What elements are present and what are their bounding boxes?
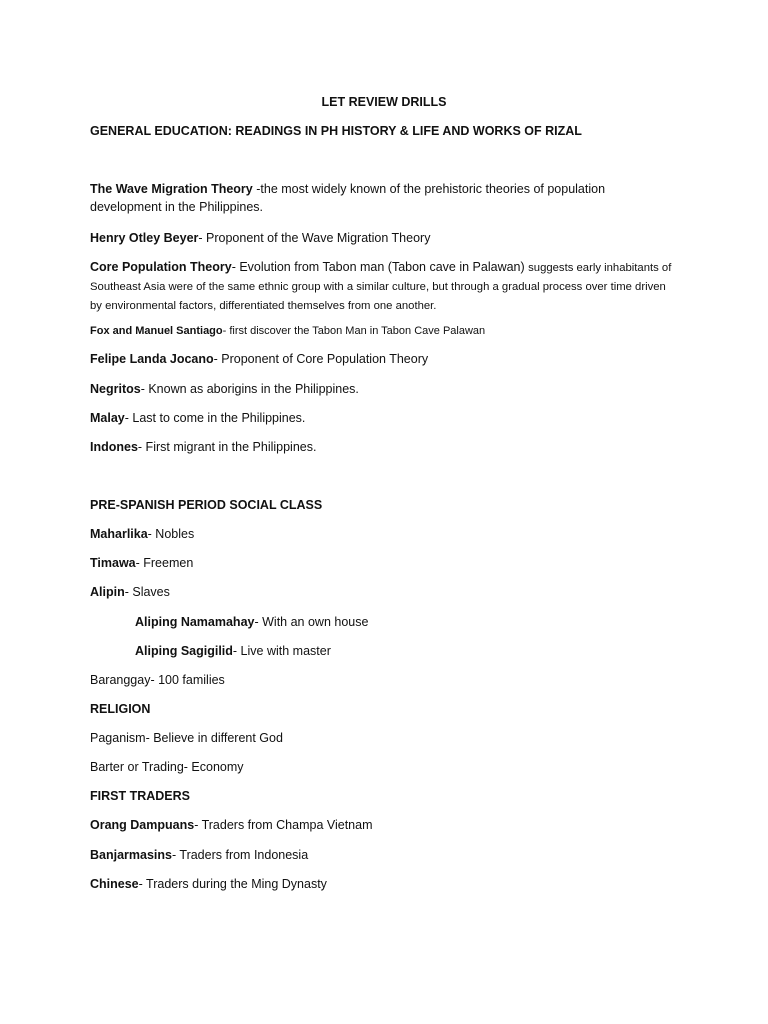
entry-malay: Malay- Last to come in the Philippines. (90, 411, 306, 425)
entry-indones: Indones- First migrant in the Philippines. (90, 440, 317, 454)
entry-wave-migration: The Wave Migration Theory -the most widely known of the prehistoric theories of population development in the Philippines. (90, 182, 606, 214)
class-timawa: Timawa- Freemen (90, 556, 194, 570)
social-class-heading: PRE-SPANISH PERIOD SOCIAL CLASS (90, 498, 323, 512)
entry-negritos: Negritos- Known as aborigins in the Philippines. (90, 382, 359, 396)
paganism-line: Paganism- Believe in different God (90, 731, 283, 745)
document-title: LET REVIEW DRILLS (321, 95, 447, 109)
entry-fox-santiago: Fox and Manuel Santiago- first discover the Tabon Man in Tabon Cave Palawan (90, 325, 486, 337)
traders-heading: FIRST TRADERS (90, 789, 190, 803)
entry-beyer: Henry Otley Beyer- Proponent of the Wave Migration Theory (90, 231, 431, 245)
class-aliping-namamahay: Aliping Namamahay- With an own house (135, 615, 369, 629)
class-maharlika: Maharlika- Nobles (90, 527, 195, 541)
entry-jocano: Felipe Landa Jocano- Proponent of Core Population Theory (90, 352, 429, 366)
class-alipin: Alipin- Slaves (90, 585, 170, 599)
barter-line: Barter or Trading- Economy (90, 760, 244, 774)
trader-orang-dampuans: Orang Dampuans- Traders from Champa Vietnam (90, 818, 373, 832)
document-subtitle: GENERAL EDUCATION: READINGS IN PH HISTORY & LIFE AND WORKS OF RIZAL (90, 124, 582, 138)
entry-core-population: Core Population Theory- Evolution from Tabon man (Tabon cave in Palawan) suggests early inhabitants of Southeast Asia were of the same ethnic group with a similar culture, but through a gradual process over time driven by environmental factors, differentiated themselves from one another. (90, 260, 672, 312)
religion-heading: RELIGION (90, 702, 151, 716)
class-aliping-sagigilid: Aliping Sagigilid- Live with master (135, 644, 331, 658)
trader-banjarmasins: Banjarmasins- Traders from Indonesia (90, 848, 309, 862)
baranggay-line: Baranggay- 100 families (90, 673, 225, 687)
trader-chinese: Chinese- Traders during the Ming Dynasty (90, 877, 327, 891)
